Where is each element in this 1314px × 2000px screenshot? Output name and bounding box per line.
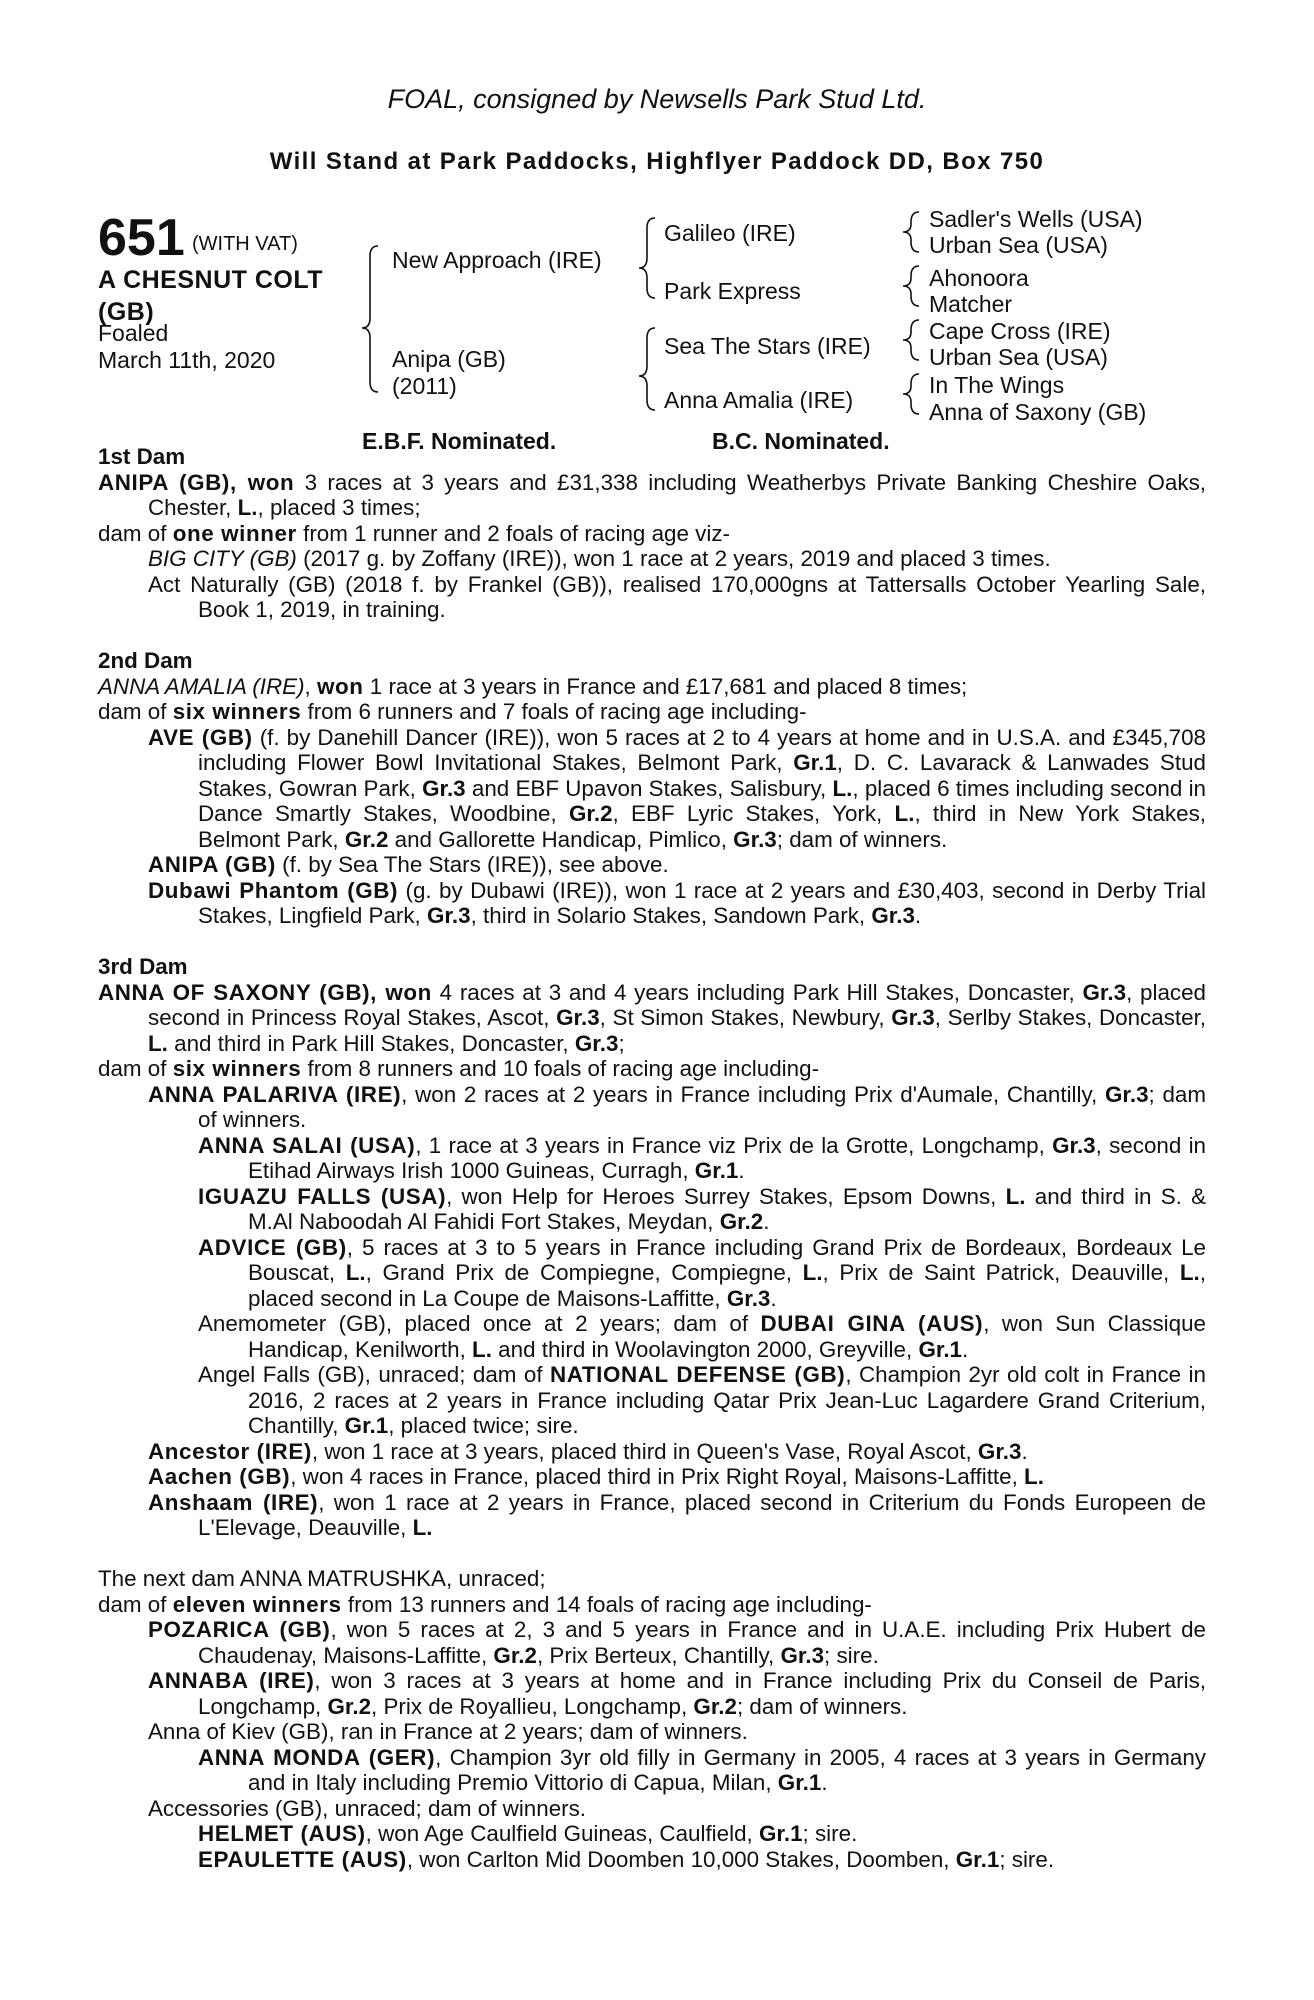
third-dam-name: ANNA OF SAXONY (GB), won — [98, 979, 432, 1005]
produce-text: ; dam of winners. — [736, 1693, 908, 1719]
first-dam-text: , placed 3 times; — [257, 495, 421, 520]
pedigree-dam — [392, 346, 506, 400]
race-grade: L. — [345, 1260, 366, 1285]
race-grade: Gr.3 — [427, 903, 471, 928]
race-grade: Gr.1 — [793, 750, 837, 775]
produce-text: ; sire. — [824, 1642, 879, 1668]
produce-text: , won 1 race at 3 years, placed third in Queen's Vase, Royal Ascot, — [311, 1438, 978, 1464]
produce-name: HELMET (AUS) — [198, 1821, 366, 1846]
produce-name: ANNABA (IRE) — [148, 1668, 315, 1693]
produce-name: ANIPA (GB) — [148, 852, 276, 877]
produce-entry — [98, 1082, 1206, 1133]
produce-entry: Accessories (GB), unraced; dam of winners. — [148, 1795, 587, 1821]
produce-name: ANNA SALAI (USA) — [198, 1132, 416, 1158]
produce-entry — [98, 1311, 1206, 1362]
produce-entry — [98, 1668, 1206, 1719]
third-dam-text: and third in Park Hill Stakes, Doncaster, — [167, 1030, 575, 1056]
second-dam-record — [98, 674, 1206, 700]
produce-text: , Champion 3yr old filly in Germany in 2005, 4 races at 3 years in Germany and in Italy including Premio Vittorio di Capua, Milan, — [248, 1744, 1206, 1795]
race-grade: L. — [1179, 1260, 1200, 1285]
race-grade: L. — [1024, 1464, 1044, 1489]
second-dam-name: ANNA AMALIA (IRE) — [98, 673, 305, 699]
first-dam-heading: 1st Dam — [98, 444, 186, 469]
produce-entry — [98, 1821, 1206, 1847]
race-grade: Gr.2 — [327, 1693, 372, 1719]
produce-text: ; dam of winners. — [198, 1081, 1207, 1132]
pedigree-ddd: Anna of Saxony (GB) — [929, 399, 1147, 425]
race-grade: Gr.2 — [493, 1642, 537, 1668]
produce-text: and third in Woolavington 2000, Greyville, — [491, 1336, 919, 1362]
race-grade: L. — [148, 1030, 168, 1056]
produce-name: ADVICE (GB) — [198, 1234, 347, 1260]
pedigree-sire: New Approach (IRE) — [392, 247, 602, 273]
produce-entry — [98, 1184, 1206, 1235]
summary-text: from 8 runners and 10 foals of racing age including- — [301, 1056, 820, 1081]
produce-text: (f. by Danehill Dancer (IRE)), won 5 races at 2 to 4 years at home and in U.S.A. and £345,708 including Flower Bowl Invitational Stakes, Belmont Park, — [198, 724, 1206, 775]
produce-text: , Prix de Saint Patrick, Deauville, — [822, 1260, 1180, 1285]
first-dam-produce-summary — [98, 521, 1206, 547]
summary-text: from 6 runners and 7 foals of racing age including- — [301, 699, 807, 724]
produce-entry — [98, 852, 1206, 878]
race-grade: Gr.3 — [1104, 1081, 1149, 1107]
pedigree-dsd: Urban Sea (USA) — [929, 344, 1108, 370]
produce-text: , won 5 races at 2, 3 and 5 years in France and in U.A.E. including Prix Hubert de Chaudenay, Maisons-Laffitte, — [198, 1617, 1206, 1668]
produce-entry — [98, 1745, 1206, 1796]
produce-text: . — [962, 1336, 969, 1362]
summary-text: from 13 runners and 14 foals of racing age including- — [341, 1591, 872, 1617]
pedigree-dam-name: Anipa (GB) — [392, 346, 506, 372]
first-dam-name: ANIPA (GB), won — [98, 469, 295, 495]
produce-text: . — [1021, 1438, 1028, 1464]
pedigree-dam-sire: Sea The Stars (IRE) — [664, 333, 871, 359]
produce-text: . — [770, 1285, 777, 1311]
race-grade: Gr.1 — [777, 1770, 822, 1795]
consignor-line: FOAL, consigned by Newsells Park Stud Ltd. — [387, 84, 927, 114]
produce-text: , D. C. Lavarack & Lanwades Stud Stakes, Gowran Park, — [198, 750, 1206, 801]
race-grade: Gr.1 — [918, 1336, 963, 1362]
next-dam-record: The next dam ANNA MATRUSHKA, unraced; — [98, 1566, 546, 1591]
third-dam-text: , placed second in Princess Royal Stakes, Ascot, — [148, 979, 1206, 1030]
produce-text: , 5 races at 3 to 5 years in France including Grand Prix de Bordeaux, Bordeaux Le Bouscat, — [248, 1234, 1206, 1285]
first-dam-text: 3 races at 3 years and £31,338 including Weatherbys Private Banking Cheshire Oaks, Chester, — [148, 469, 1206, 520]
produce-name: Dubawi Phantom (GB) — [148, 877, 399, 903]
produce-name: Aachen (GB) — [148, 1464, 291, 1489]
race-grade: Gr.3 — [871, 903, 915, 928]
produce-entry — [98, 1235, 1206, 1312]
race-grade: Gr.3 — [733, 826, 777, 852]
race-grade: L. — [802, 1260, 823, 1285]
produce-entry — [98, 1617, 1206, 1668]
foaled-label: Foaled — [98, 320, 169, 346]
winner-count: six winners — [172, 699, 302, 724]
produce-text: . — [738, 1158, 745, 1183]
pedigree-sire-sire: Galileo (IRE) — [664, 220, 796, 246]
pedigree-sdd: Matcher — [929, 291, 1013, 317]
produce-text: , Champion 2yr old colt in France in 2016, 2 races at 2 years in France including Qatar Prix Jean-Luc Lagardere Grand Criterium, Chantilly, — [248, 1362, 1206, 1438]
next-dam-produce-summary — [98, 1592, 1206, 1618]
pedigree-dss: Cape Cross (IRE) — [929, 318, 1111, 344]
produce-entry — [98, 725, 1206, 853]
produce-text: and EBF Upavon Stakes, Salisbury, — [465, 775, 833, 801]
race-grade: L. — [237, 495, 258, 520]
produce-text: , Prix Berteux, Chantilly, — [536, 1642, 781, 1668]
lot-vat: (WITH VAT) — [192, 233, 298, 255]
lot-number: 651 — [98, 209, 185, 267]
race-grade: L. — [894, 801, 915, 826]
third-dam-text: , St Simon Stakes, Newbury, — [599, 1005, 892, 1030]
produce-text: , placed second in La Coupe de Maisons-Laffitte, — [248, 1260, 1206, 1311]
produce-entry: Act Naturally (GB) (2018 f. by Frankel (GB)), realised 170,000gns at Tattersalls October Yearling Sale, Book 1, 2019, in training. — [148, 571, 1206, 622]
third-dam-heading: 3rd Dam — [98, 954, 188, 979]
third-dam-text: , Serlby Stakes, Doncaster, — [934, 1005, 1207, 1030]
race-grade: Gr.3 — [977, 1438, 1022, 1464]
produce-text: , Grand Prix de Compiegne, Compiegne, — [365, 1260, 803, 1285]
produce-entry: Anna of Kiev (GB), ran in France at 2 years; dam of winners. — [148, 1719, 748, 1744]
summary-text: dam of — [98, 1056, 173, 1081]
produce-text: . — [914, 903, 922, 928]
lot-description-line1: A CHESNUT COLT — [98, 266, 324, 294]
produce-entry — [98, 1464, 1206, 1490]
produce-text: and Gallorette Handicap, Pimlico, — [388, 826, 734, 852]
ebf-nomination: E.B.F. Nominated. — [362, 428, 557, 454]
produce-text: , third in New York Stakes, Belmont Park, — [198, 801, 1206, 852]
produce-text: , won 2 races at 2 years in France including Prix d'Aumale, Chantilly, — [401, 1081, 1105, 1107]
produce-text: , EBF Lyric Stakes, York, — [612, 801, 895, 826]
won-label: won — [316, 673, 364, 699]
foaled-date: March 11th, 2020 — [98, 347, 276, 373]
pedigree-sss: Sadler's Wells (USA) — [929, 206, 1143, 232]
produce-text: (2017 g. by Zoffany (IRE)), won 1 race at 2 years, 2019 and placed 3 times. — [296, 546, 1051, 571]
produce-entry — [98, 1847, 1206, 1873]
separator: , — [304, 673, 317, 699]
produce-text: and third in S. & M.Al Naboodah Al Fahidi Fort Stakes, Meydan, — [248, 1183, 1206, 1234]
summary-text: dam of — [98, 1591, 173, 1617]
produce-text: . — [821, 1770, 828, 1795]
produce-name: ANNA MONDA (GER) — [198, 1744, 436, 1770]
produce-text: Angel Falls (GB), unraced; dam of — [198, 1362, 550, 1387]
race-grade: Gr.3 — [726, 1285, 771, 1311]
race-grade: Gr.3 — [780, 1642, 825, 1668]
produce-text: (g. by Dubawi (IRE)), won 1 race at 2 years and £30,403, second in Derby Trial Stakes, Lingfield Park, — [198, 877, 1206, 928]
produce-entry — [98, 546, 1206, 572]
race-grade: Gr.3 — [1082, 979, 1127, 1005]
race-grade: Gr.2 — [719, 1209, 764, 1234]
produce-name: ANNA PALARIVA (IRE) — [148, 1081, 402, 1107]
winner-count: one winner — [172, 520, 297, 546]
section-gap — [98, 623, 1206, 649]
produce-name: DUBAI GINA (AUS) — [760, 1311, 984, 1336]
produce-name: POZARICA (GB) — [148, 1617, 331, 1642]
second-dam-text: 1 race at 3 years in France and £17,681 and placed 8 times; — [363, 673, 968, 699]
race-grade: L. — [472, 1336, 492, 1362]
produce-text: , won 3 races at 3 years at home and in France including Prix du Conseil de Paris, Longchamp, — [198, 1668, 1206, 1719]
third-dam-record — [98, 980, 1206, 1057]
summary-text: dam of — [98, 699, 173, 724]
pedigree-sds: Ahonoora — [929, 265, 1029, 291]
produce-text: (f. by Sea The Stars (IRE)), see above. — [275, 852, 669, 877]
produce-name: Anshaam (IRE) — [148, 1489, 319, 1515]
pedigree-sire-dam: Park Express — [664, 278, 801, 304]
produce-text: , second in Etihad Airways Irish 1000 Guineas, Curragh, — [248, 1132, 1207, 1183]
produce-name: AVE (GB) — [148, 724, 253, 750]
race-grade: Gr.2 — [568, 801, 613, 826]
first-dam-record — [98, 470, 1206, 521]
produce-name: BIG CITY (GB) — [148, 546, 297, 571]
produce-text: . — [763, 1209, 770, 1234]
pedigree-dam-year: (2011) — [392, 373, 457, 399]
produce-text: , 1 race at 3 years in France viz Prix de la Grotte, Longchamp, — [415, 1132, 1053, 1158]
third-dam-text: 4 races at 3 and 4 years including Park Hill Stakes, Doncaster, — [431, 979, 1083, 1005]
winner-count: eleven winners — [172, 1591, 342, 1617]
section-gap — [98, 1541, 1206, 1567]
summary-text: from 1 runner and 2 foals of racing age viz- — [296, 520, 730, 546]
produce-text: Anemometer (GB), placed once at 2 years; dam of — [198, 1311, 761, 1336]
summary-text: dam of — [98, 520, 173, 546]
produce-text: ; sire. — [802, 1821, 858, 1846]
race-grade: Gr.3 — [422, 775, 466, 801]
family-details — [98, 444, 1206, 1872]
third-dam-produce-summary — [98, 1056, 1206, 1082]
winner-count: six winners — [172, 1056, 302, 1081]
section-gap — [98, 929, 1206, 955]
produce-text: ; dam of winners. — [776, 826, 948, 852]
produce-entry — [98, 1439, 1206, 1465]
race-grade: L. — [832, 775, 853, 801]
stand-location: Will Stand at Park Paddocks, Highflyer Paddock DD, Box 750 — [269, 148, 1045, 175]
second-dam-heading: 2nd Dam — [98, 648, 193, 673]
pedigree-dam-dam: Anna Amalia (IRE) — [664, 387, 854, 413]
race-grade: Gr.2 — [344, 826, 389, 852]
lot-description-line2: (GB) — [98, 298, 155, 326]
produce-text: , placed 6 times including second in Dance Smartly Stakes, Woodbine, — [198, 775, 1206, 826]
produce-name: IGUAZU FALLS (USA) — [198, 1183, 447, 1209]
second-dam-produce-summary — [98, 699, 1206, 725]
produce-name: NATIONAL DEFENSE (GB) — [549, 1362, 846, 1387]
produce-text: , won Sun Classique Handicap, Kenilworth, — [248, 1311, 1206, 1362]
pedigree-dds: In The Wings — [929, 372, 1065, 398]
produce-name: Ancestor (IRE) — [148, 1438, 312, 1464]
third-dam-text: ; — [618, 1030, 625, 1056]
race-grade: Gr.1 — [955, 1846, 1000, 1872]
pedigree-ssd: Urban Sea (USA) — [929, 232, 1108, 258]
produce-text: ; sire. — [999, 1846, 1055, 1872]
race-grade: Gr.3 — [891, 1005, 935, 1030]
race-grade: Gr.1 — [758, 1821, 803, 1846]
race-grade: Gr.3 — [574, 1030, 619, 1056]
race-grade: L. — [412, 1515, 433, 1540]
race-grade: Gr.3 — [556, 1005, 600, 1030]
race-grade: Gr.1 — [344, 1413, 389, 1438]
produce-text: , won Age Caulfield Guineas, Caulfield, — [365, 1821, 759, 1846]
race-grade: Gr.2 — [693, 1693, 737, 1719]
race-grade: Gr.3 — [1052, 1132, 1096, 1158]
produce-entry — [98, 878, 1206, 929]
produce-text: , third in Solario Stakes, Sandown Park, — [470, 903, 872, 928]
produce-entry — [98, 1490, 1206, 1541]
produce-text: , won 4 races in France, placed third in Prix Right Royal, Maisons-Laffitte, — [290, 1464, 1025, 1489]
race-grade: L. — [1005, 1183, 1026, 1209]
produce-text: , won 1 race at 2 years in France, placed second in Criterium du Fonds Europeen de L'Elevage, Deauville, — [198, 1489, 1206, 1540]
produce-entry — [98, 1133, 1206, 1184]
race-grade: Gr.1 — [694, 1158, 739, 1183]
produce-text: , Prix de Royallieu, Longchamp, — [371, 1693, 694, 1719]
bc-nomination: B.C. Nominated. — [712, 428, 890, 454]
produce-text: , won Carlton Mid Doomben 10,000 Stakes, Doomben, — [406, 1846, 956, 1872]
produce-text: , placed twice; sire. — [388, 1413, 579, 1438]
produce-name: EPAULETTE (AUS) — [198, 1846, 407, 1872]
produce-entry — [98, 1362, 1206, 1439]
produce-text: , won Help for Heroes Surrey Stakes, Epsom Downs, — [446, 1183, 1006, 1209]
